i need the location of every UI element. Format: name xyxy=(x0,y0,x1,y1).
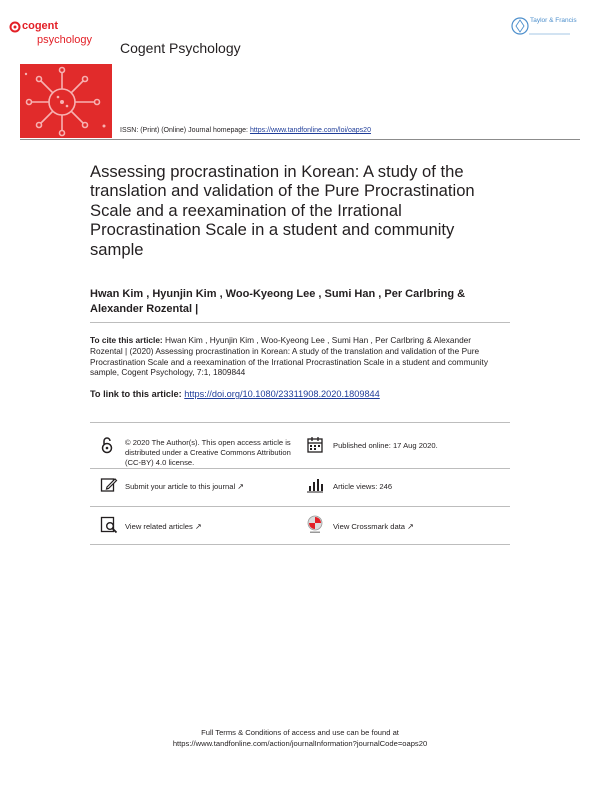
cogent-logo-icon xyxy=(9,21,21,33)
submit-edit-icon xyxy=(100,476,118,494)
journal-name[interactable]: Cogent Psychology xyxy=(120,40,241,56)
published-online: Published online: 17 Aug 2020. xyxy=(333,441,438,450)
issn-label: ISSN: (Print) (Online) Journal homepage: xyxy=(120,127,248,134)
crossmark-text: View Crossmark data xyxy=(333,522,406,531)
calendar-icon xyxy=(306,436,324,454)
related-articles-icon xyxy=(100,516,118,534)
publisher-logo-text: Taylor & Francis xyxy=(530,17,577,24)
crossmark-link[interactable] xyxy=(333,522,414,532)
logo-text-cogent: cogent xyxy=(22,20,59,32)
open-access-icon xyxy=(98,436,116,454)
article-title: Assessing procrastination in Korean: A study of the translation and validation of the Pure Procrastination Scale and a reexamination of the Irrational Procrastination Scale in a student and community sample xyxy=(90,162,475,259)
info-bottom-divider xyxy=(90,544,510,545)
external-link-icon: ↗ xyxy=(237,482,244,491)
info-divider-1 xyxy=(90,468,510,469)
footer-terms-link[interactable]: https://www.tandfonline.com/action/journalInformation?journalCode=oaps20 xyxy=(172,739,428,748)
related-articles-link[interactable] xyxy=(125,522,202,532)
bar-chart-icon xyxy=(306,476,324,494)
citation-label: To cite this article: xyxy=(90,335,163,345)
article-doi-link[interactable]: https://doi.org/10.1080/23311908.2020.1809844 xyxy=(184,389,380,399)
article-link-line xyxy=(90,389,380,399)
crossmark-icon xyxy=(306,515,324,533)
external-link-icon: ↗ xyxy=(407,522,414,531)
related-articles-text: View related articles xyxy=(125,522,193,531)
journal-cover-image xyxy=(20,64,112,138)
article-views: Article views: 246 xyxy=(333,482,393,491)
article-link-label: To link to this article: xyxy=(90,389,182,399)
external-link-icon: ↗ xyxy=(194,522,202,531)
article-authors: Hwan Kim , Hyunjin Kim , Woo-Kyeong Lee , Sumi Han , Per Carlbring & Alexander Rozental | xyxy=(90,288,466,315)
license-text: © 2020 The Author(s). This open access article is distributed under a Creative Commons Attribution (CC-BY) 4.0 license. xyxy=(125,438,291,467)
footer-terms-text: Full Terms & Conditions of access and use can be found at xyxy=(201,728,399,737)
submit-article-text: Submit your article to this journal xyxy=(125,482,236,491)
authors-divider xyxy=(90,322,510,323)
footer xyxy=(0,727,600,749)
citation-text: Hwan Kim , Hyunjin Kim , Woo-Kyeong Lee , Sumi Han , Per Carlbring & Alexander Rozental | (2020) Assessing procrastination in Korean: A study of the translation and validation of the Pure Procrastination Scale and a reexamination of the Irrational Procrastination Scale in a student and community sample, Cogent Psychology, 7:1, 1809844 xyxy=(90,335,489,378)
issn-line xyxy=(120,127,371,134)
info-divider-2 xyxy=(90,506,510,507)
cogent-logo xyxy=(9,20,21,32)
info-top-divider xyxy=(90,422,510,423)
header-divider xyxy=(20,139,580,140)
submit-article-link[interactable] xyxy=(125,482,244,492)
citation-block xyxy=(90,335,500,378)
logo-text-psychology: psychology xyxy=(37,34,93,46)
journal-homepage-link[interactable]: https://www.tandfonline.com/loi/oaps20 xyxy=(249,127,371,134)
